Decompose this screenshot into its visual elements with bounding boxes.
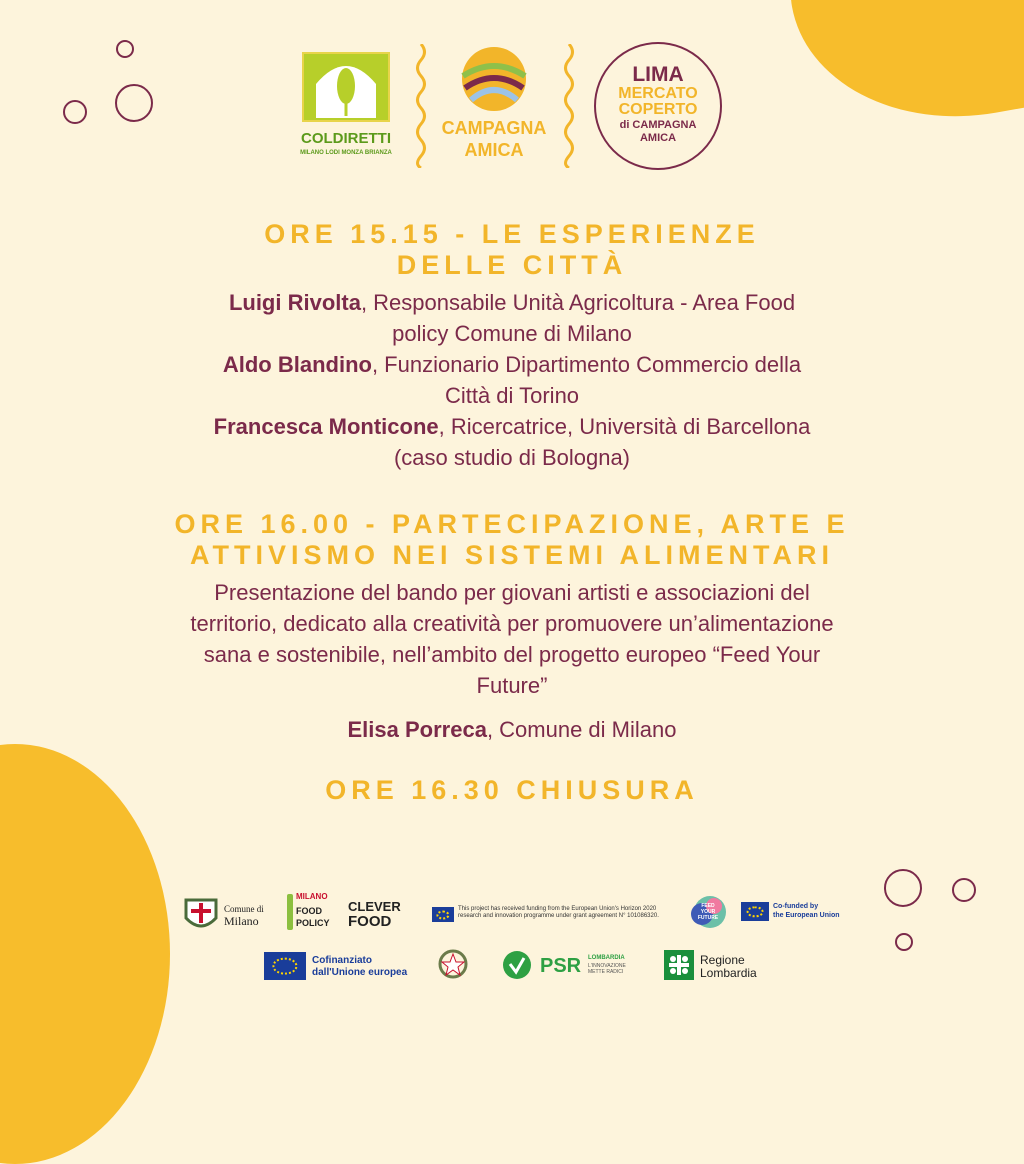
clever-food-logo <box>348 900 418 932</box>
speaker-name: Luigi Rivolta <box>228 290 361 315</box>
decorative-blob-bottom-left <box>0 744 170 1164</box>
lima-line4: di CAMPAGNA <box>619 119 697 131</box>
feed-your-future-logo <box>688 894 728 930</box>
horizon-funding-text: This project has received funding from the European Union's Horizon 2020 research and innovation programme under grant agreement N° 101086320. <box>458 906 659 919</box>
lima-line3: COPERTO <box>618 101 698 118</box>
psr-lombardia-logo <box>502 950 642 982</box>
speaker-entry <box>90 411 934 442</box>
italian-republic-emblem <box>438 948 468 982</box>
speaker-role: Città di Torino <box>444 383 580 408</box>
speaker-entry <box>90 287 934 318</box>
description-line: Future” <box>476 673 548 698</box>
food-policy-line3: POLICY <box>296 918 330 928</box>
food-policy-line2: FOOD <box>296 906 322 916</box>
lima-title: LIMA <box>632 63 684 86</box>
section-title-line: ORE 16.00 - PARTECIPAZIONE, ARTE E <box>174 509 850 539</box>
food-policy-line1: MILANO <box>296 892 328 901</box>
description-line: territorio, dedicato alla creatività per promuovere un’alimentazione <box>190 611 834 636</box>
speaker-role: , Comune di Milano <box>486 717 677 742</box>
section-title-line: ATTIVISMO NEI SISTEMI ALIMENTARI <box>190 540 834 570</box>
psr-line3: METTE RADICI <box>588 969 624 975</box>
campagna-amica-line1: CAMPAGNA <box>441 118 547 138</box>
speaker-entry <box>90 349 934 380</box>
regione-line2: Lombardia <box>700 966 757 980</box>
section-2-description <box>90 577 934 701</box>
campagna-amica-logo <box>432 46 556 170</box>
psr-line2: L'INNOVAZIONE <box>588 963 626 969</box>
decorative-circle <box>952 878 976 902</box>
eu-flag-icon <box>432 907 454 922</box>
fyf-line3: FUTURE <box>697 915 719 921</box>
cofinanziato-line2: dall'Unione europea <box>312 967 408 978</box>
speaker-role: , Ricercatrice, Università di Barcellona <box>438 414 811 439</box>
divider-wave <box>414 44 428 168</box>
milano-food-policy-logo <box>285 892 329 936</box>
check-leaf-icon <box>502 950 532 980</box>
speaker-role: , Responsabile Unità Agricoltura - Area Food <box>360 290 796 315</box>
lima-mercato-coperto-logo <box>594 42 722 170</box>
divider-wave <box>562 44 576 168</box>
cofunded-eu-logo <box>741 902 841 924</box>
decorative-circle <box>884 869 922 907</box>
clever-food-line2: FOOD <box>348 913 392 930</box>
section-title-3 <box>0 775 1024 806</box>
fork-icon <box>285 894 295 934</box>
section-title-line: DELLE CITTÀ <box>396 250 628 280</box>
comune-line1: Comune di <box>224 904 264 914</box>
comune-milano-logo <box>182 894 272 934</box>
lima-line5: AMICA <box>639 132 677 144</box>
partner-logos-header <box>0 38 1024 178</box>
description-line: Presentazione del bando per giovani artisti e associazioni del <box>214 580 810 605</box>
psr-line1: LOMBARDIA <box>588 955 625 961</box>
section-title-2 <box>0 509 1024 571</box>
coldiretti-subtitle: MILANO LODI MONZA BRIANZA <box>300 150 392 156</box>
eu-flag-icon <box>741 902 769 921</box>
eu-flag-icon <box>264 952 306 980</box>
section-1-speakers <box>90 287 934 473</box>
regione-lombardia-logo <box>664 950 774 982</box>
coldiretti-logo <box>298 52 394 178</box>
coldiretti-name: COLDIRETTI <box>301 130 391 147</box>
cofunded-line1: Co-funded by <box>773 903 819 910</box>
speaker-role: policy Comune di Milano <box>392 321 632 346</box>
campagna-amica-line2: AMICA <box>464 140 524 160</box>
speaker-role: , Funzionario Dipartimento Commercio della <box>371 352 802 377</box>
comune-line2: Milano <box>224 914 259 928</box>
rosa-camuna-icon <box>664 950 694 980</box>
city-crest-icon <box>182 894 220 934</box>
speaker-name: Francesca Monticone <box>213 414 439 439</box>
wheat-icon <box>304 54 388 120</box>
section-title-line: ORE 16.30 CHIUSURA <box>325 775 699 805</box>
description-line: sana e sostenibile, nell’ambito del progetto europeo “Feed Your <box>203 642 821 667</box>
fyf-line1: FEED <box>701 903 715 909</box>
cofunded-line2: the European Union <box>773 912 840 919</box>
section-title-line: ORE 15.15 - LE ESPERIENZE <box>264 219 760 249</box>
cofinanziato-ue-logo <box>264 952 414 982</box>
fyf-line2: YOUR <box>700 909 716 915</box>
speaker-name: Aldo Blandino <box>222 352 372 377</box>
fyf-text <box>692 903 724 921</box>
globe-fields-icon <box>461 46 527 112</box>
regione-line1: Regione <box>700 953 745 967</box>
horizon-2020-notice <box>432 906 677 928</box>
speaker-role: (caso studio di Bologna) <box>393 445 631 470</box>
section-2-speaker <box>90 714 934 745</box>
section-title-1 <box>0 219 1024 281</box>
psr-name: PSR <box>540 955 582 977</box>
lima-line2: MERCATO <box>618 85 698 102</box>
cofinanziato-line1: Cofinanziato <box>312 955 372 966</box>
speaker-name: Elisa Porreca <box>347 717 487 742</box>
decorative-circle <box>895 933 913 951</box>
star-emblem-icon <box>438 948 468 982</box>
clever-food-line1: CLEVER <box>348 899 401 914</box>
